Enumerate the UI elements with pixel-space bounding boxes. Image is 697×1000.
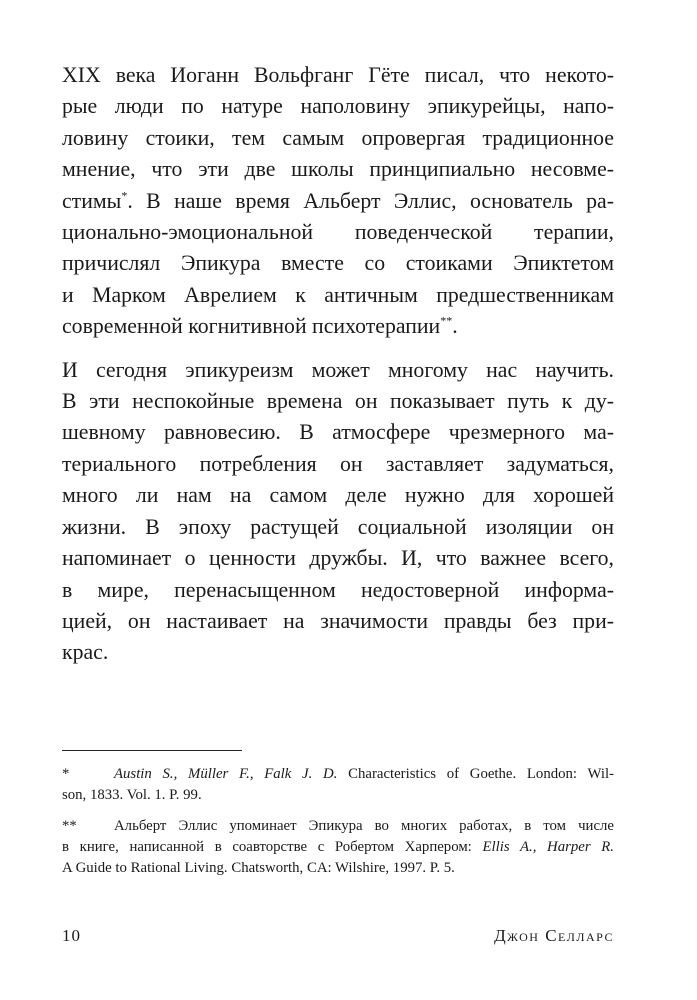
text-line: жизни. В эпоху растущей социальной изоляции он [62,514,614,539]
text-line: XIX века Иоганн Вольфганг Гёте писал, что некото- [62,63,614,87]
footnote-authors: Ellis A., Harper R. [482,839,614,855]
footnote-1 [62,764,614,806]
text-line: рые люди по натуре наполовину эпикурейцы, напо- [62,94,614,119]
text-line: И сегодня эпикуреизм может многому нас научить. [62,357,614,382]
footnote-line [62,764,614,785]
text-line: в мире, перенасыщенном недостоверной информа- [62,577,614,602]
footnote-text: в книге, написанной в соавторстве с Робертом Харпером: [62,839,483,855]
text-line [62,311,614,342]
text-fragment: . В наше время Альберт Эллис, основатель ра- [127,188,614,213]
footnote-mark: * [62,766,70,782]
text-line: териального потребления он заставляет задуматься, [62,451,614,476]
text-line: много ли нам на самом деле нужно для хорошей [62,483,614,508]
footnote-line: A Guide to Rational Living. Chatsworth, CA: Wilshire, 1997. P. 5. [62,860,455,876]
footnote-ref-1[interactable]: * [121,188,128,203]
footnote-line [62,816,614,837]
page-number: 10 [62,926,81,945]
footnote-text: Characteristics of Goethe. London: Wil- [337,766,614,782]
text-line: ционально-эмоциональной поведенческой терапии, [62,220,614,245]
text-line: шевному равновесию. В атмосфере чрезмерного ма- [62,420,614,445]
text-line: ловину стоики, тем самым опровергая традиционное [62,125,614,150]
footnote-2 [62,816,614,879]
text-line [62,186,614,217]
footnote-text: Альберт Эллис упоминает Эпикура во многих работах, в том числе [114,818,614,834]
text-fragment: стимы [62,188,122,213]
text-line: мнение, что эти две школы принципиально несовме- [62,157,614,182]
text-line: и Марком Аврелием к античным предшественникам [62,282,614,307]
footnote-ref-2[interactable]: ** [440,313,453,328]
text-line: цией, он настаивает на значимости правды без при- [62,608,614,633]
paragraph-1 [62,60,614,343]
text-line: крас. [62,640,109,665]
footnote-line [62,837,614,858]
footnote-mark: ** [62,818,77,834]
footnotes [62,764,614,889]
text-fragment: . [452,314,458,339]
footnote-divider [62,750,242,751]
footnote-line: son, 1833. Vol. 1. P. 99. [62,787,202,803]
main-text [62,60,614,669]
text-line: В эти неспокойные времена он показывает путь к ду- [62,389,614,414]
text-line: причислял Эпикура вместе со стоиками Эпиктетом [62,251,614,276]
footnote-authors: Austin S., Müller F., Falk J. D. [114,766,338,782]
text-fragment: современной когнитивной психотерапии [62,314,441,339]
text-line: напоминает о ценности дружбы. И, что важнее всего, [62,546,614,571]
running-head-author: Джон Селларс [494,926,614,945]
paragraph-2 [62,355,614,669]
